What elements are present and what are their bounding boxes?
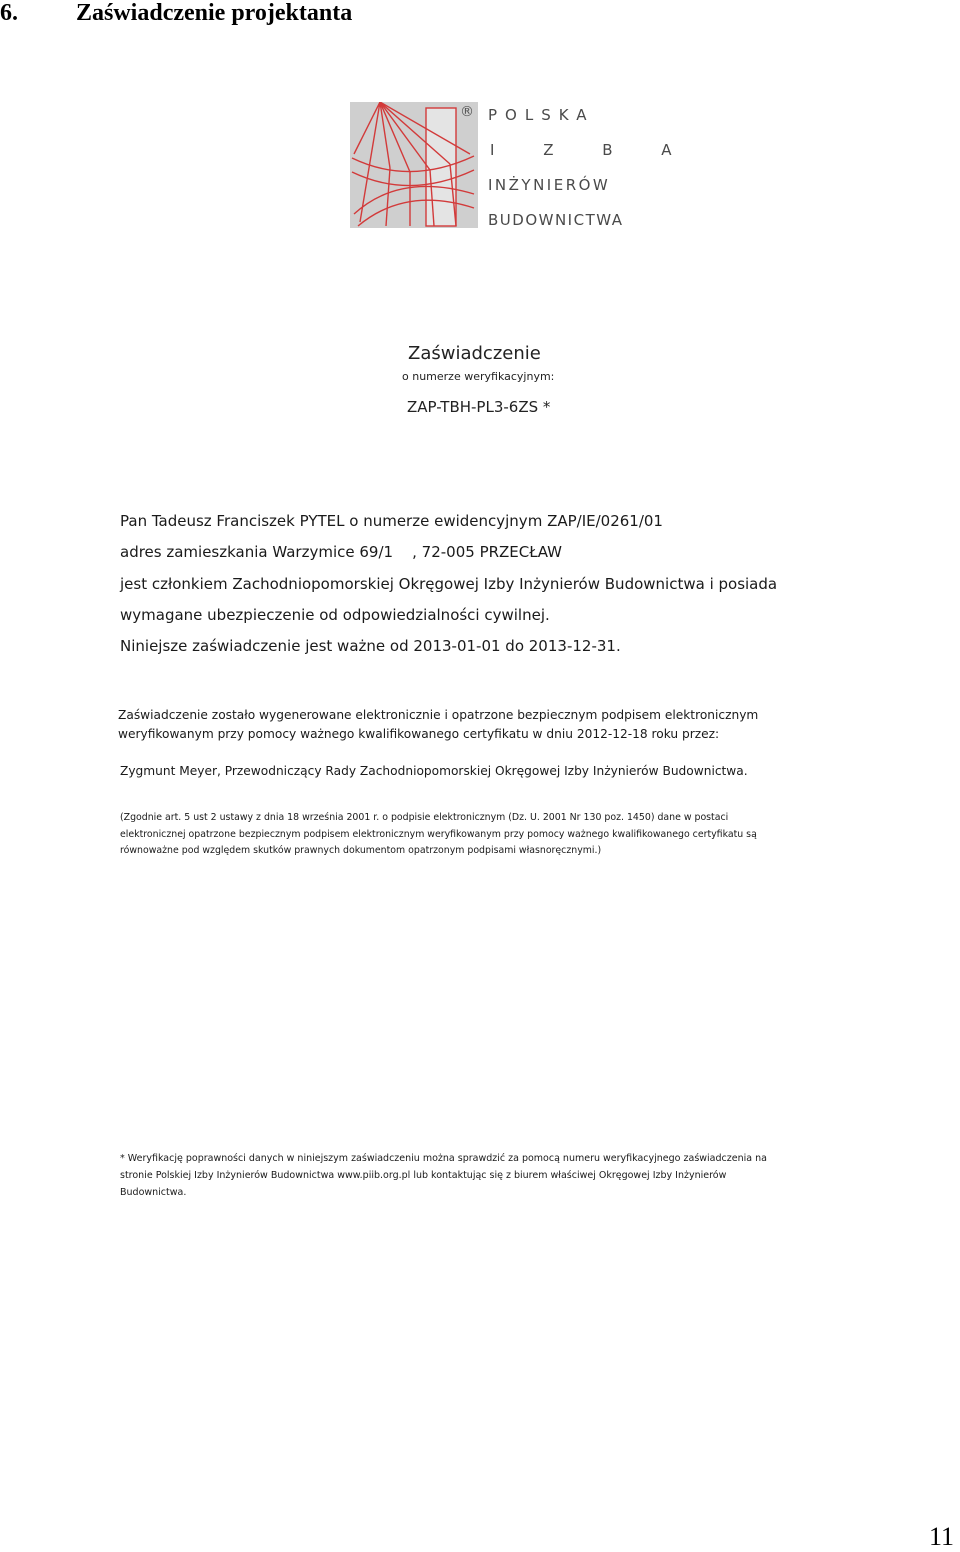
logo-word-izba: I Z B A [490, 141, 694, 159]
piib-logo-wordmark [488, 104, 694, 244]
signer-line: Zygmunt Meyer, Przewodniczący Rady Zachodniopomorskiej Okręgowej Izby Inżynierów Budownictwa. [120, 764, 748, 778]
footnote-line: stronie Polskiej Izby Inżynierów Budownictwa www.piib.org.pl lub kontaktując się z biurem właściwej Okręgowej Izby Inżynierów [120, 1170, 727, 1181]
legal-line: (Zgodnie art. 5 ust 2 ustawy z dnia 18 września 2001 r. o podpisie elektronicznym (Dz. U. 2001 Nr 130 poz. 1450) dane w postaci [120, 812, 729, 823]
piib-logo-graphic [350, 102, 478, 228]
section-title: Zaświadczenie projektanta [76, 0, 353, 26]
page-number: 11 [928, 1522, 954, 1551]
legal-line: równoważne pod względem skutków prawnych dokumentom opatrzonym podpisami własnoręcznymi.) [120, 845, 602, 856]
logo-word-inzynierow: INŻYNIERÓW [488, 176, 611, 194]
logo-word-polska: POLSKA [488, 106, 595, 124]
section-heading [0, 0, 352, 26]
footnote [120, 1150, 767, 1201]
certificate-subtitle: o numerze weryfikacyjnym: [402, 370, 555, 383]
body-line: wymagane ubezpieczenie od odpowiedzialności cywilnej. [120, 605, 550, 624]
legal-line: elektronicznej opatrzone bezpiecznym podpisem elektronicznym weryfikowanym przy pomocy ważnego kwalifikowanego certyfikatu są [120, 828, 757, 840]
generation-statement [118, 706, 848, 743]
verification-code: ZAP-TBH-PL3-6ZS * [407, 398, 551, 416]
body-line: Pan Tadeusz Franciszek PYTEL o numerze ewidencyjnym ZAP/IE/0261/01 [120, 512, 663, 530]
footnote-line: Budownictwa. [120, 1187, 187, 1198]
legal-note [120, 810, 757, 860]
body-line: adres zamieszkania Warzymice 69/1 , 72-005 PRZECŁAW [120, 543, 562, 562]
certificate-title: Zaświadczenie [408, 343, 541, 364]
footnote-line: * Weryfikację poprawności danych w niniejszym zaświadczeniu można sprawdzić za pomocą numeru weryfikacyjnego zaświadczenia na [120, 1153, 767, 1164]
body-line: Niniejsze zaświadczenie jest ważne od 2013-01-01 do 2013-12-31. [120, 637, 621, 656]
generation-line: Zaświadczenie zostało wygenerowane elektronicznie i opatrzone bezpiecznym podpisem elektronicznym [118, 708, 759, 722]
body-line: jest członkiem Zachodniopomorskiej Okręgowej Izby Inżynierów Budownictwa i posiada [120, 574, 778, 593]
certificate-body [120, 506, 777, 662]
piib-logo [350, 102, 694, 230]
generation-line: weryfikowanym przy pomocy ważnego kwalifikowanego certyfikatu w dniu 2012-12-18 roku przez: [118, 726, 720, 741]
section-number: 6. [0, 0, 18, 26]
registered-mark: ® [460, 104, 474, 120]
logo-word-budownictwa: BUDOWNICTWA [488, 211, 624, 229]
